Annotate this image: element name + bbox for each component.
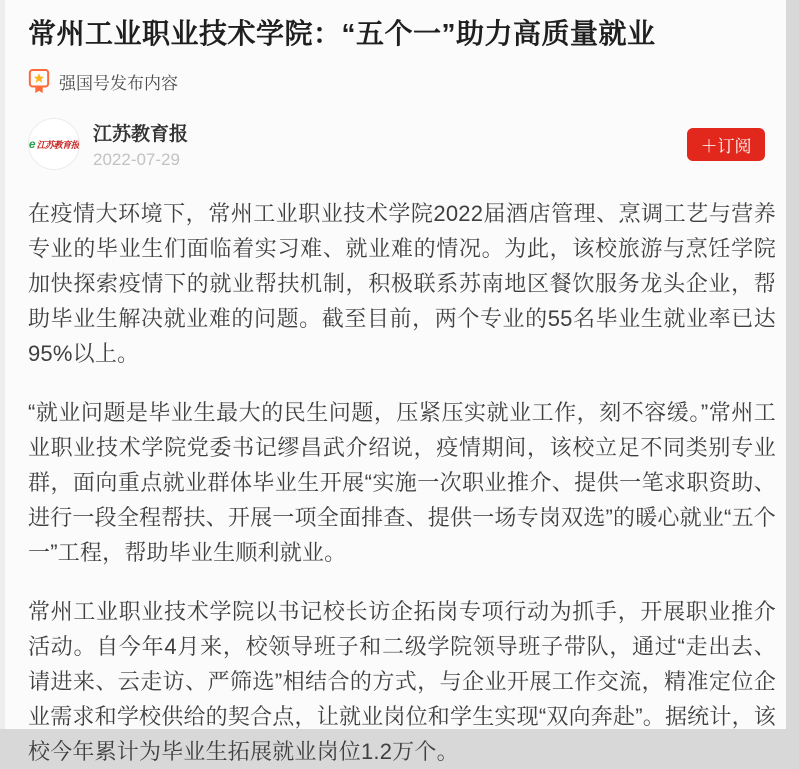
source-badge-label: 强国号发布内容 xyxy=(59,69,178,94)
article-title: 常州工业职业技术学院：“五个一”助力高质量就业 xyxy=(28,16,776,52)
article-paragraph: 常州工业职业技术学院以书记校长访企拓岗专项行动为抓手，开展职业推介活动。自今年4月来，校领导班子和二级学院领导班子带队，通过“走出去、请进来、云走访、严筛选”相结合的方式，与企业开展工作交流，精准定位企业需求和学校供给的契合点，让就业岗位和学生实现“双向奔赴”。据统计，该校今年累计为毕业生拓展就业岗位1.2万个。 xyxy=(28,594,776,769)
page-background-right-gutter xyxy=(786,0,799,729)
article-paragraph: 在疫情大环境下，常州工业职业技术学院2022届酒店管理、烹调工艺与营养专业的毕业生们面临着实习难、就业难的情况。为此，该校旅游与烹饪学院加快探索疫情下的就业帮扶机制，积极联系苏南地区餐饮服务龙头企业，帮助毕业生解决就业难的问题。截至目前，两个专业的55名毕业生就业率已达95%以上。 xyxy=(28,196,776,371)
article-paragraph: “就业问题是毕业生最大的民生问题，压紧压实就业工作，刻不容缓。”常州工业职业技术学院党委书记缪昌武介绍说，疫情期间，该校立足不同类别专业群，面向重点就业群体毕业生开展“实施一次职业推介、提供一笔求职资助、进行一段全程帮扶、开展一项全面排查、提供一场专岗双选”的暖心就业“五个一”工程，帮助毕业生顺利就业。 xyxy=(28,395,776,570)
article-body xyxy=(28,196,776,769)
article-card xyxy=(5,0,786,729)
publish-date: 2022-07-29 xyxy=(93,150,188,170)
publisher-row xyxy=(28,118,776,170)
publisher-meta xyxy=(93,119,188,170)
avatar-logo-mark: e xyxy=(29,137,36,151)
source-badge xyxy=(28,68,776,94)
subscribe-button[interactable]: ＋订阅 xyxy=(687,128,765,161)
publisher-avatar[interactable] xyxy=(28,118,80,170)
star-bookmark-badge-icon xyxy=(28,68,50,94)
publisher-name[interactable]: 江苏教育报 xyxy=(93,119,188,146)
avatar-logo-text: 江苏教育报 xyxy=(37,138,80,151)
publisher-avatar-logo xyxy=(29,137,79,151)
